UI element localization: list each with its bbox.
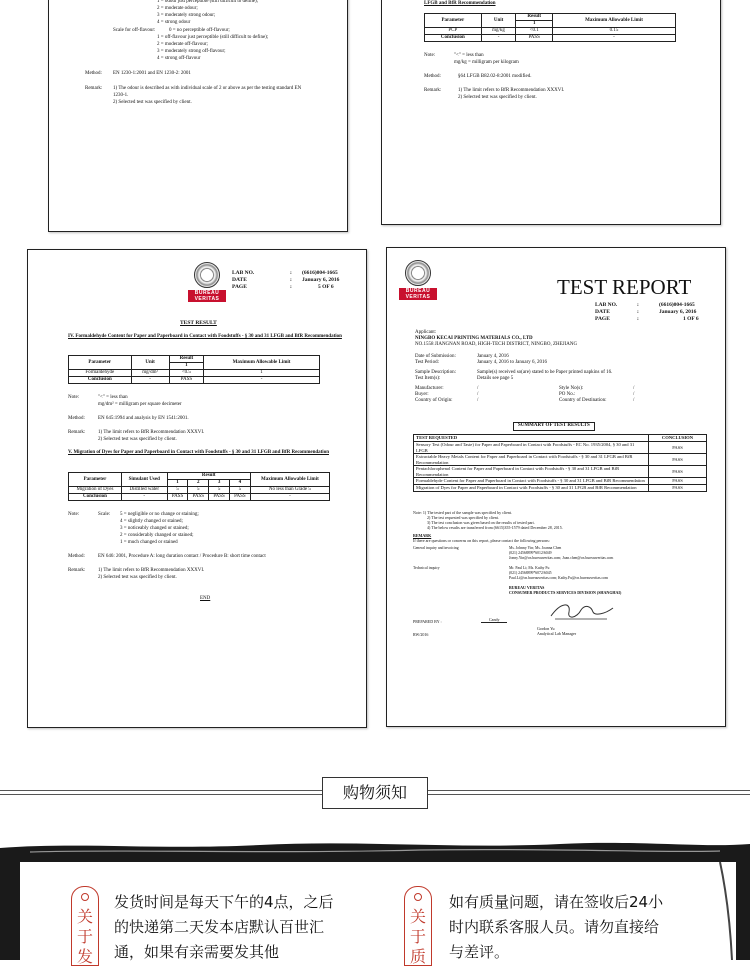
cell: PASS (516, 35, 552, 42)
lab-no-label: LAB NO. (232, 270, 255, 276)
destination-label: Country of Destination: (559, 398, 607, 403)
dye-migration-table (68, 472, 330, 501)
text-line: 2 = moderate off-flavour; (157, 42, 208, 47)
cell: PASS (649, 442, 707, 454)
summary-table (413, 434, 707, 492)
th-r1: 1 (167, 480, 188, 487)
report-page-pcp (381, 0, 721, 225)
table-row (414, 466, 707, 478)
signature-icon (547, 598, 617, 624)
scale-label: Scale for off-flavour: (113, 28, 156, 33)
contact-line: Ms. Johnny Yin; Ms. Joanna Chen (509, 546, 562, 550)
cell: - (131, 377, 169, 384)
cell: <0.5 (169, 370, 203, 377)
method-label: Method: (68, 554, 85, 559)
text-line: 0 = no perceptible off-flavour; (169, 28, 230, 33)
th-r4: 4 (230, 480, 251, 487)
remark-line: 2) Selected test was specified by client. (458, 95, 537, 100)
cell: Migration of Dyes (69, 487, 122, 494)
cell: PCP (425, 28, 482, 35)
th-parameter: Parameter (425, 14, 482, 28)
th-unit: Unit (481, 14, 516, 28)
tab-char: 于 (76, 927, 93, 946)
note-line: "<" = less than (98, 395, 128, 400)
style-label: Style No(s): (559, 386, 584, 391)
logo-text: BUREAU VERITAS (399, 288, 437, 300)
scale-line: 3 = noticeably changed or stained; (120, 526, 189, 531)
contact-label: General inquiry and invoicing (413, 546, 459, 550)
cell: PASS (649, 485, 707, 492)
date: January 6, 2016 (302, 277, 340, 283)
th-result: Result (169, 356, 203, 363)
test-items: Details see page 5 (477, 376, 514, 381)
th-result: Result (516, 14, 552, 21)
cell: PASS (649, 478, 707, 485)
tab-char: 质 (409, 947, 426, 966)
cell: PASS (169, 377, 203, 384)
cell: 5 (209, 487, 230, 494)
cell: Distilled water (121, 487, 167, 494)
text-line: 4 = strong odour (157, 20, 191, 25)
remark-label: Remark: (68, 430, 86, 435)
doc-code: RW/2016 (413, 632, 429, 637)
manufacturer-label: Manufacturer: (415, 386, 444, 391)
table-row (69, 494, 330, 501)
po-value: / (633, 392, 635, 397)
remark-label: Remark: (85, 86, 103, 91)
bv-name: BUREAU VERITAS (509, 585, 545, 590)
th-conclusion: CONCLUSION (649, 435, 707, 442)
applicant-label: Applicant: (415, 330, 437, 335)
submission-label: Date of Submission: (415, 354, 456, 359)
buyer-value: / (477, 392, 479, 397)
text-line: 4 = strong off-flavour (157, 56, 201, 61)
cell: Conclusion (69, 377, 132, 384)
th-test-requested: TEST REQUESTED (414, 435, 649, 442)
table-row (425, 28, 676, 35)
remark-line: 1) The limit refers to BfR Recommendation XXXVI. (98, 568, 205, 573)
th-limit: Maximum Allowable Limit (552, 14, 675, 28)
note-line: 2) The test requested was specified by client. (427, 515, 499, 520)
note-line: "<" = less than (454, 53, 484, 58)
page-label: PAGE (232, 284, 247, 290)
applicant-name: NINGBO KECAI PRINTING MATERIALS CO., LTD (415, 336, 533, 341)
cell: 5 (230, 487, 251, 494)
style-value: / (633, 386, 635, 391)
table-row (414, 478, 707, 485)
end-marker: END (200, 596, 211, 601)
th-result-1: 1 (516, 21, 552, 28)
report-page-1: BUREAU VERITAS TEST REPORT LAB NO. : (6616)004-1665 DATE : January 6, 2016 PAGE : 1 OF 6 Applicant: NINGBO KECAI PRINTING MATERIALS CO., LTD NO.1558 JIANGNAN ROAD, HIGH-TECH DISTRICT, NINGBO, ZHEJIANG Date of Submission: January 4, 2016 Test Period: January 4, 2016 to January 6, 2016 Sample Description: Sample(s) received so(are) stated to be Paper printed napkins of 16. Test Item(s): Details see page 5 Manufacturer: / Buyer: / Country of Origin: / Style No(s): / PO No.: / Country of Destination: / SUMMARY OF TEST RESULTS TEST REQUESTED CONCLUSION Sensory Test (Odour and Taste) for Paper and Paperboard in Contact with Foodstuffs - EC No. 1935/2004, § 30 and 31 LFGB PASS Extractable Heavy Metals Content for Paper and Paperboard in Contact with Foodstuffs - § 30 and 31 LFGB and BfR Recommendation PASS Pentachlorophenol Content for Paper and Paperboard in Contact with Foodstuffs - § 30 and 31 LFGB and BfR Recommendation PASS Formaldehyde Content for Paper and Paperboard in Contact with Foodstuffs - § 30 and 31 LFGB and BfR Recommendation PASS Migration of Dyes for Paper and Paperboard in Contact with Foodstuffs - § 30 and 31 LFGB and BfR Recommendation PASS Note: 1) The tested part of the sample was specified by client. 2) The test requested was specified by client. 3) The test conclusion was given based on the results of tested part. 4) The below results are transferred from (6615)355-1579 dated December 28, 2015. REMARK If there are questions or concerns on this report, please contact the following persons: General inquiry and invoicing Technical inquiry Ms. Johnny Yin; Ms. Joanna Chen (021) 24568899*6012/6049 Jonny.Yin@cn.bureauveritas.com; Joan.chen@cn.bureauveritas.com Mr. Paul Li; Ms. Kathy Fu (021) 24568899*6072/6045 Paul.Li@cn.bureauveritas.com; Kathy.Fu@cn.bureauveritas.com BUREAU VERITAS CONSUMER PRODUCTS SERVICES DIVISION (SHANGHAI) PREPARED BY : Candy Gordon Yu Analytical Lab Manager RW/2016 (386, 247, 726, 727)
cell: 5 (188, 487, 209, 494)
text-line: 1 = odour just perceptible (still difficult to define); (157, 0, 259, 4)
po-label: PO No.: (559, 392, 576, 397)
report-page-5: BUREAU VERITAS LAB NO. : (6616)004-1665 DATE : January 6, 2016 PAGE : 5 OF 6 TEST RESULT IV. Formaldehyde Content for Paper and Paperboard in Contact with Foodstuffs - § 30 and 31 LFGB and BfR Recommendation Parameter Unit Result Maximum Allowable Limit 1 Formaldehyde mg/dm² <0.5 1 Conclusion - PASS - Note: "<" = less than mg/dm² = milligram per square decimeter Method: EN 645:1994 and analysis by EN 1541:2001. Remark: 1) The limit refers to BfR Recommendation XXXVI. 2) Selected test was specified by client. V. Migration of Dyes for Paper and Paperboard in Contact with Foodstuffs - § 30 and 31 LFGB and BfR Recommendation Parameter Simulant Used Result Maximum Allowable Limit 1 2 3 4 Migration of Dyes Distilled water 5 5 5 5 No less than Grade 5 Conclusion - PASS PASS PASS PASS - Note: Scale: 5 = negligible or no change or staining; 4 = slightly changed or stained; 3 = noticeably changed or stained; 2 = considerably changed or stained; 1 = much changed or stained Method: EN 646: 2001, Procedure A: long duration contact / Procedure B: short time contact Remark: 1) The limit refers to BfR Recommendation XXXVI. 2) Selected test was specified by client. END (27, 249, 367, 728)
remark-line: 1230-1. (113, 93, 129, 98)
contact-line: Mr. Paul Li; Ms. Kathy Fu (509, 566, 550, 570)
note-label: Note: (424, 53, 436, 58)
cell: Migration of Dyes for Paper and Paperboard in Contact with Foodstuffs - § 30 and 31 LFGB and BfR Recommendation (414, 485, 649, 492)
remark-line: 1) The limit refers to BfR Recommendation XXXVI. (98, 430, 205, 435)
origin-value: / (477, 398, 479, 403)
page-number: 1 OF 6 (683, 316, 699, 322)
summary-title: SUMMARY OF TEST RESULTS (513, 422, 595, 431)
note-line: 3) The test conclusion was given based on the results of tested part. (427, 520, 535, 525)
cell: PASS (188, 494, 209, 501)
cell: PASS (649, 454, 707, 466)
scale-line: 4 = slightly changed or stained; (120, 519, 183, 524)
notice-shipping-text: 发货时间是每天下午的4点，之后的快递第二天发本店默认百世汇通，如果有亲需要发其他 (114, 893, 334, 961)
bureau-veritas-logo (188, 262, 226, 302)
cell: - (481, 35, 516, 42)
th-result: Result (167, 473, 250, 480)
contact-line: (021) 24568899*6012/6049 (509, 551, 552, 555)
th-parameter: Parameter (69, 356, 132, 370)
method-text: §64 LFGB B82.02-8:2001 modified. (458, 74, 532, 79)
remark-label: Remark: (68, 568, 86, 573)
th-result-1: 1 (169, 363, 203, 370)
note-line: mg/kg = milligram per kilogram (454, 60, 519, 65)
contact-line: Paul.Li@cn.bureauveritas.com; Kathy.Fu@cn.bureauveritas.com (509, 576, 609, 580)
date: January 6, 2016 (659, 309, 697, 315)
th-parameter: Parameter (69, 473, 122, 487)
sec5-title: V. Migration of Dyes for Paper and Paperboard in Contact with Foodstuffs - § 30 and 31 LFGB and BfR Recommendation (68, 450, 329, 455)
logo-text: BUREAU VERITAS (188, 290, 226, 302)
destination-value: / (633, 398, 635, 403)
scale-line: 2 = considerably changed or stained; (120, 533, 194, 538)
tab-char: 关 (409, 907, 426, 926)
th-r3: 3 (209, 480, 230, 487)
note-label: Note: (68, 395, 80, 400)
scale-label: Scale: (98, 512, 111, 517)
tab-dot-icon (81, 893, 89, 901)
section-heading: 购物须知 (322, 777, 428, 809)
cell: Pentachlorophenol Content for Paper and Paperboard in Contact with Foodstuffs - § 30 and 31 LFGB and BfR Recommendation (414, 466, 649, 478)
cell: Conclusion (425, 35, 482, 42)
cell: - (204, 377, 320, 384)
cell: Extractable Heavy Metals Content for Paper and Paperboard in Contact with Foodstuffs - § 30 and 31 LFGB and BfR Recommendation (414, 454, 649, 466)
remark-line: 2) Selected test was specified by client. (113, 100, 192, 105)
remark-line: 1) The odour is described as with individual scale of 2 or above as per the testing standard EN (113, 86, 302, 91)
pcp-result-table (424, 13, 676, 42)
text-line: 2 = moderate odour; (157, 6, 198, 11)
cell: PASS (209, 494, 230, 501)
table-row (414, 442, 707, 454)
remark-text: If there are questions or concerns on this report, please contact the following persons: (413, 538, 550, 543)
notice-tab-shipping (71, 886, 99, 966)
cell: 5 (167, 487, 188, 494)
cell: PASS (649, 466, 707, 478)
note-line: Note: 1) The tested part of the sample was specified by client. (413, 510, 513, 515)
sec4-title: IV. Formaldehyde Content for Paper and Paperboard in Contact with Foodstuffs - § 30 and 31 LFGB and BfR Recommendation (68, 334, 342, 339)
tab-char: 于 (409, 927, 426, 946)
note-line: 4) The below results are transferred from (6615)355-1579 dated December 28, 2015. (427, 525, 563, 530)
tab-char: 发 (76, 947, 93, 966)
sample-label: Sample Description: (415, 370, 456, 375)
th-limit: Maximum Allowable Limit (250, 473, 329, 487)
tab-dot-icon (414, 893, 422, 901)
text-line: 1 = off-flavour just perceptible (still difficult to define); (157, 35, 269, 40)
tab-char: 关 (76, 907, 93, 926)
cell: - (552, 35, 675, 42)
notice-quality-text: 如有质量问题，请在签收后24小时内联系客服人员。请勿直接给与差评。 (449, 893, 664, 961)
sample-description: Sample(s) received so(are) stated to be Paper printed napkins of 16. (477, 370, 613, 375)
table-row (425, 35, 676, 42)
remark-label: Remark: (424, 88, 442, 93)
th-r2: 2 (188, 480, 209, 487)
scale-line: 1 = much changed or stained (120, 540, 178, 545)
table-row (414, 485, 707, 492)
th-simulant: Simulant Used (121, 473, 167, 487)
cell: mg/dm² (131, 370, 169, 377)
remark-line: 2) Selected test was specified by client. (98, 437, 177, 442)
cell: Sensory Test (Odour and Taste) for Paper and Paperboard in Contact with Foodstuffs - EC No. 1935/2004, § 30 and 31 LFGB (414, 442, 649, 454)
signer-title: Analytical Lab Manager (537, 631, 577, 636)
page-number: 5 OF 6 (318, 284, 334, 290)
lab-no: (6616)004-1665 (659, 302, 695, 308)
formaldehyde-table (68, 355, 320, 384)
cell: PASS (230, 494, 251, 501)
table-row (414, 454, 707, 466)
signer-name: Gordon Yu (537, 626, 555, 631)
remark-line: 2) Selected test was specified by client. (98, 575, 177, 580)
date-label: DATE (595, 309, 610, 315)
method-label: Method: (85, 71, 102, 76)
notice-tab-quality (404, 886, 432, 966)
section-title: TEST RESULT (180, 320, 217, 326)
submission-date: January 4, 2016 (477, 354, 509, 359)
bv-seal-icon (194, 262, 220, 288)
th-limit: Maximum Allowable Limit (204, 356, 320, 370)
prepared-label: PREPARED BY : (413, 619, 442, 624)
cell: - (250, 494, 329, 501)
buyer-label: Buyer: (415, 392, 429, 397)
remark-title: REMARK (413, 533, 432, 538)
cell: No less than Grade 5 (250, 487, 329, 494)
method-label: Method: (424, 74, 441, 79)
contact-line: Jonny.Yin@cn.bureauveritas.com; Joan.chen@cn.bureauveritas.com (509, 556, 614, 560)
cell: Conclusion (69, 494, 122, 501)
cell: <0.1 (516, 28, 552, 35)
table-row (69, 377, 320, 384)
cell: Formaldehyde Content for Paper and Paperboard in Contact with Foodstuffs - § 30 and 31 LFGB and BfR Recommendation (414, 478, 649, 485)
lab-no: (6616)004-1665 (302, 270, 338, 276)
bv-division: CONSUMER PRODUCTS SERVICES DIVISION (SHANGHAI) (509, 590, 622, 595)
method-text: EN 645:1994 and analysis by EN 1541:2001. (98, 416, 189, 421)
items-label: Test Item(s): (415, 376, 441, 381)
date-label: DATE (232, 277, 247, 283)
test-period: January 4, 2016 to January 6, 2016 (477, 360, 547, 365)
cell: - (121, 494, 167, 501)
table-row (69, 487, 330, 494)
cell: 1 (204, 370, 320, 377)
period-label: Test Period: (415, 360, 439, 365)
th-unit: Unit (131, 356, 169, 370)
method-label: Method: (68, 416, 85, 421)
report-title: TEST REPORT (557, 275, 692, 299)
prepared-by: Candy (481, 617, 507, 623)
report-page-sensory (48, 0, 348, 232)
cell: 0.15 (552, 28, 675, 35)
cell: PASS (167, 494, 188, 501)
table-row (69, 370, 320, 377)
cell: mg/kg (481, 28, 516, 35)
origin-label: Country of Origin: (415, 398, 453, 403)
remark-line: 1) The limit refers to BfR Recommendation XXXVI. (458, 88, 565, 93)
text-line: 3 = moderately strong off-flavour; (157, 49, 226, 54)
section-heading: LFGB and BfR Recommendation (424, 1, 496, 6)
method-text: EN 646: 2001, Procedure A: long duration contact / Procedure B: short time contact (98, 554, 266, 559)
bv-seal-icon (405, 260, 431, 286)
contact-line: (021) 24568899*6072/6045 (509, 571, 552, 575)
contact-label: Technical inquiry (413, 566, 440, 570)
note-line: mg/dm² = milligram per square decimeter (98, 402, 182, 407)
note-label: Note: (68, 512, 80, 517)
text-line: 3 = moderately strong odour; (157, 13, 216, 18)
method-text: EN 1230-1:2001 and EN 1230-2: 2001 (113, 71, 191, 76)
lab-no-label: LAB NO. (595, 302, 618, 308)
bureau-veritas-logo (399, 260, 437, 300)
scale-line: 5 = negligible or no change or staining; (120, 512, 199, 517)
cell: Formaldehyde (69, 370, 132, 377)
page-label: PAGE (595, 316, 610, 322)
applicant-address: NO.1558 JIANGNAN ROAD, HIGH-TECH DISTRICT, NINGBO, ZHEJIANG (415, 342, 578, 347)
manufacturer-value: / (477, 386, 479, 391)
